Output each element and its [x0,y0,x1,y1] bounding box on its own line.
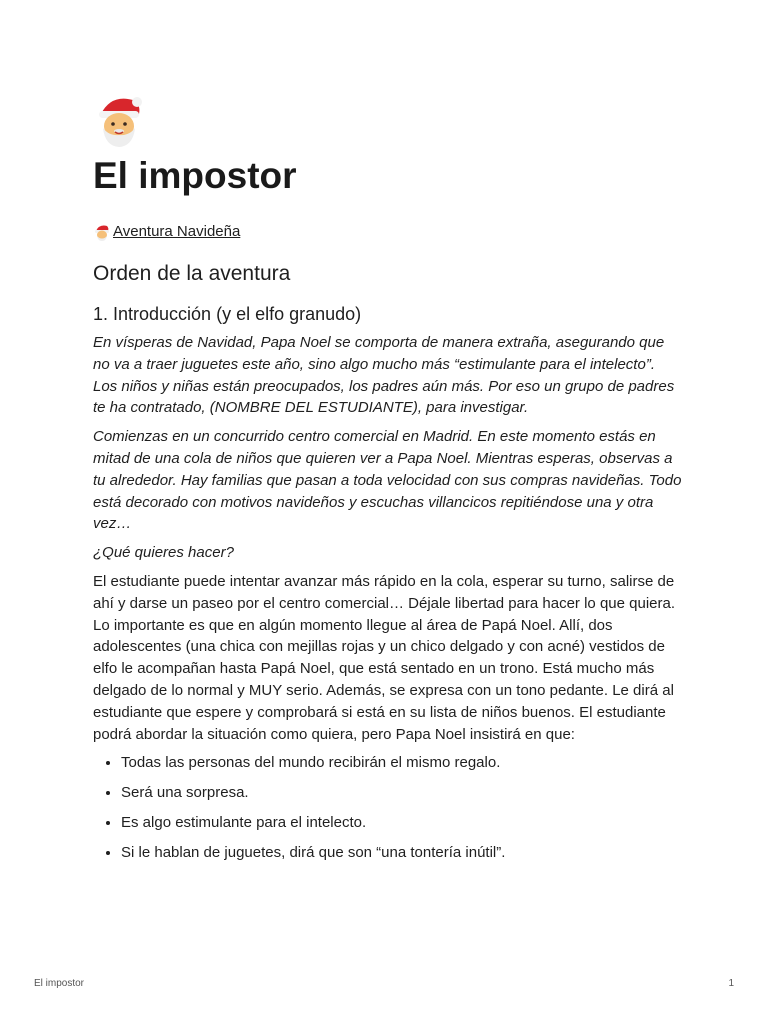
document-title: El impostor [93,155,297,196]
list-item: • Todas las personas del mundo recibirán el mismo regalo. [121,752,683,774]
subsection-heading: 1. Introducción (y el elfo granudo) [93,304,362,324]
bullet-list [93,752,683,864]
santa-emoji-icon [93,92,145,148]
paragraph-instructions: El estudiante puede intentar avanzar más rápido en la cola, esperar su turno, salirse de ahí y darse un paseo por el centro comercial… Déjale libertad para hacer lo que quiera. Lo importante es que en algún momento llegue al área de Papá Noel. Allí, dos adolescentes (una chica con mejillas rojas y un chico delgado y con acné) vestidos de elfo le acompañan hasta Papá Noel, que está sentado en un trono. Está mucho más delgado de lo normal y MUY serio. Además, se expresa con un tono pedante. Le dirá al estudiante que espere y comprobará si está en su lista de niños buenos. El estudiante podrá abordar la situación como quiera, pero Papa Noel insistirá en que: [93,572,675,743]
adventure-link-label[interactable]: Aventura Navideña [113,223,241,240]
page-number: 1 [728,978,734,989]
list-item: • Será una sorpresa. [121,782,683,804]
paragraph-setting: Comienzas en un concurrido centro comercial en Madrid. En este momento estás en mitad de una cola de niños que quieren ver a Papa Noel. Mientras esperas, observas a tu alrededor. Hay familias que pasan a toda velocidad con sus compras navideñas. Todo está decorado con motivos navideños y escuchas villancicos repitiéndose una y otra vez… [93,428,682,533]
footer-title: El impostor [34,978,85,989]
santa-emoji-icon [93,223,111,241]
list-item: • Si le hablan de juguetes, dirá que son “una tontería inútil”. [121,842,683,864]
list-item: • Es algo estimulante para el intelecto. [121,812,683,834]
paragraph-question: ¿Qué quieres hacer? [93,544,234,562]
paragraph-intro: En vísperas de Navidad, Papa Noel se comporta de manera extraña, asegurando que no va a traer juguetes este año, sino algo mucho más “estimulante para el intelecto”. Los niños y niñas están preocupados, los padres aún más. Por eso un grupo de padres te ha contratado, (NOMBRE DEL ESTUDIANTE), para investigar. [93,334,675,417]
adventure-link[interactable] [93,222,683,242]
document-page [93,92,683,872]
section-heading: Orden de la aventura [93,262,291,285]
